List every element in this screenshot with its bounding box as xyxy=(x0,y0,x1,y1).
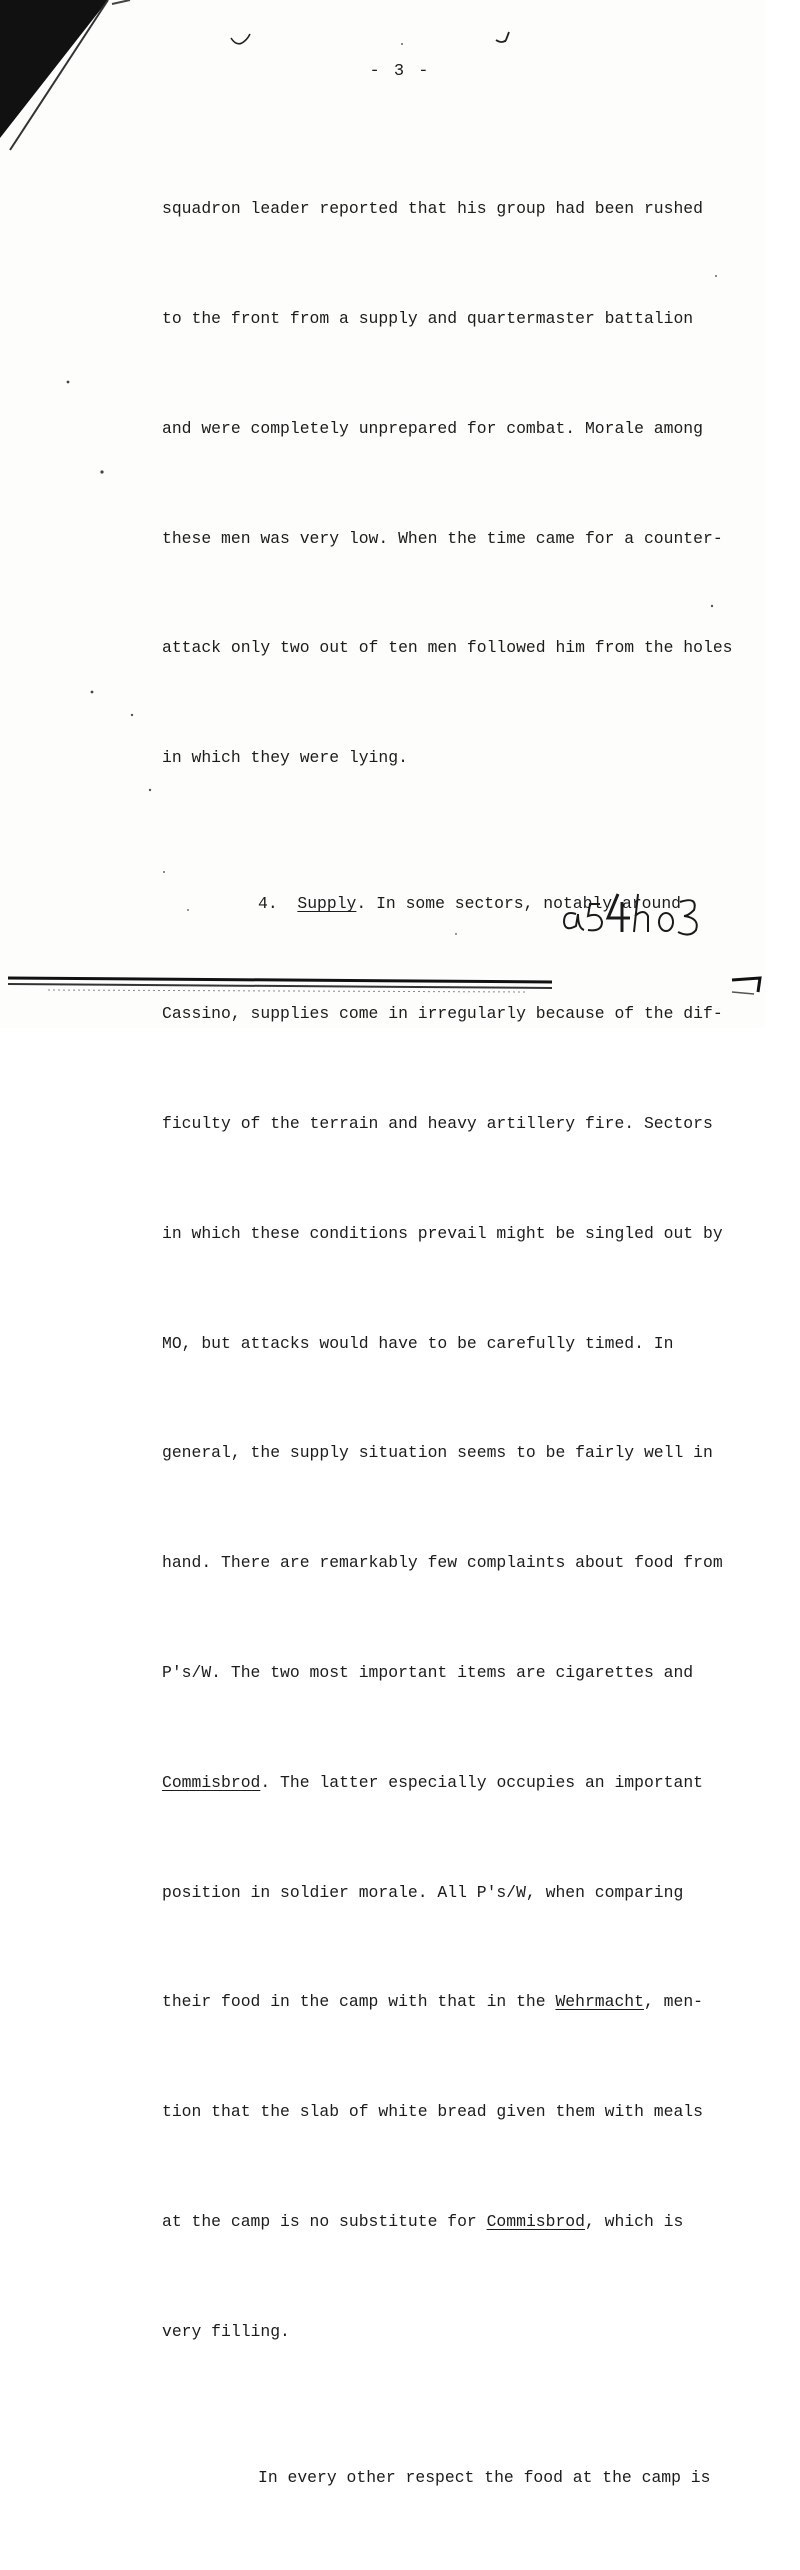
document-body xyxy=(162,118,733,2570)
text-line xyxy=(162,1765,722,1802)
section-number: 4. xyxy=(258,894,278,914)
text-line: tion that the slab of white bread given them with meals xyxy=(162,2102,703,2122)
text-line: squadron leader reported that his group had been rushed xyxy=(162,199,703,219)
underlined-term: Commisbrod xyxy=(162,1772,261,1792)
text-line xyxy=(162,1984,722,2021)
page-number: - 3 - xyxy=(369,62,431,81)
section-heading-suffix: . In some sectors, notably around xyxy=(356,894,681,914)
text-fragment: at the camp is no substitute for xyxy=(162,2211,487,2231)
text-fragment: . The latter especially occupies an important xyxy=(260,1772,703,1792)
text-line: these men was very low. When the time came for a counter- xyxy=(162,528,723,548)
text-line: position in soldier morale. All P's/W, when comparing xyxy=(162,1882,684,1902)
text-line: ficulty of the terrain and heavy artillery fire. Sectors xyxy=(162,1114,713,1134)
section-heading: Supply xyxy=(297,894,357,914)
text-line: hand. There are remarkably few complaints about food from xyxy=(162,1553,723,1573)
check-mark-icon xyxy=(228,28,252,52)
text-fragment: , which is xyxy=(584,2211,684,2231)
underlined-term: Wehrmacht xyxy=(555,1992,644,2012)
corner-bracket-mark xyxy=(728,970,764,1000)
text-line: Cassino, supplies come in irregularly because of the dif- xyxy=(162,1004,723,1024)
text-line: P's/W. The two most important items are cigarettes and xyxy=(162,1662,694,1682)
text-fragment: , men- xyxy=(643,1992,704,2012)
text-line xyxy=(162,2204,722,2241)
text-line: In every other respect the food at the camp is xyxy=(258,2468,711,2487)
check-mark-icon xyxy=(492,28,516,52)
handwritten-archive-number xyxy=(558,880,708,940)
text-line: in which these conditions prevail might be singled out by xyxy=(162,1223,723,1243)
text-line: general, the supply situation seems to be fairly well in xyxy=(162,1443,713,1463)
bottom-rule xyxy=(8,970,552,996)
text-line: and were completely unprepared for combat. Morale among xyxy=(162,418,703,438)
text-fragment: their food in the camp with that in the xyxy=(162,1992,556,2012)
underlined-term: Commisbrod xyxy=(486,2211,585,2231)
text-line: in which they were lying. xyxy=(162,748,408,768)
text-line: to the front from a supply and quartermaster battalion xyxy=(162,308,694,328)
text-line: MO, but attacks would have to be carefully timed. In xyxy=(162,1333,674,1353)
text-line: very filling. xyxy=(162,2321,290,2341)
text-line: attack only two out of ten men followed him from the holes xyxy=(162,638,733,658)
